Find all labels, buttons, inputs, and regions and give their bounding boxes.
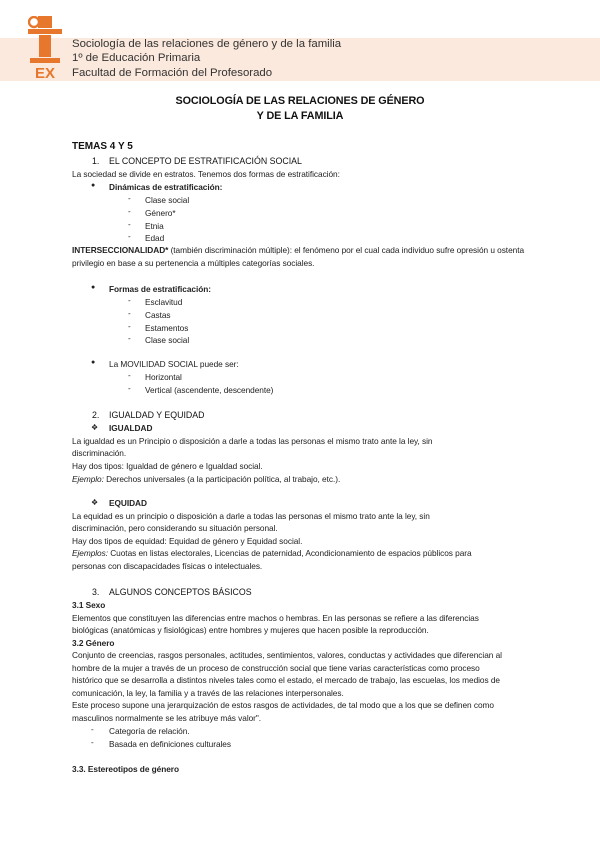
dash-icon: - [128,220,131,229]
list-item: Castas [145,310,171,320]
igualdad-line1: La igualdad es un Principio o disposición a darle a todas las personas el mismo trato ante la ley, sin [72,436,433,446]
list-item: Vertical (ascendente, descendente) [145,385,274,395]
interseccionalidad-line1 [72,245,524,255]
sexo-label: 3.1 Sexo [72,600,106,610]
sexo-line1: Elementos que constituyen las diferencias entre machos o hembras. En las personas se refiere a las diferencias [72,613,479,623]
dash-icon: - [91,738,94,747]
interseccionalidad-text: (también discriminación múltiple): el fenómeno por el cual cada individuo sufre opresión u ostenta [168,245,525,255]
logo-text: EX [34,65,56,80]
genero-label: 3.2 Género [72,638,115,648]
genero-line2: hombre de la mujer a través de un proceso de construcción social que tiene varias características como proceso [72,663,480,673]
dash-icon: - [128,322,131,331]
section-3-number: 3. [92,587,100,597]
sexo-line2: biológicas (anatómicas y fisiológicas) entre hombres y mujeres que hacen posible la reproducción. [72,625,429,635]
list-item: Etnia [145,221,164,231]
header-faculty: Facultad de Formación del Profesorado [72,66,273,79]
genero-line5: Este proceso supone una jerarquización de estos rasgos de actividades, de tal modo que a los que se definen como [72,700,494,710]
diamond-bullet-icon: ❖ [91,423,99,432]
interseccionalidad-line2: privilegio en base a su pertenencia a múltiples categorías sociales. [72,258,315,268]
dash-icon: - [128,296,131,305]
igualdad-example [72,474,340,484]
equidad-example-text: Cuotas en listas electorales, Licencias de paternidad, Acondicionamiento de espacios públicos para [107,548,472,558]
diamond-bullet-icon: ❖ [91,498,99,507]
interseccionalidad-label: INTERSECCIONALIDAD* [72,245,169,255]
equidad-line1: La equidad es un principio o disposición a darle a todas las personas el mismo trato ante la ley, sin [72,511,430,521]
section-2-heading: IGUALDAD Y EQUIDAD [109,410,205,420]
page-title-line2: Y DE LA FAMILIA [256,110,344,122]
genero-line3: histórico que se desarrolla a distintos niveles tales como el estado, el mercado de trabajo, las escuelas, los medios de [72,675,500,685]
dash-icon: - [128,371,131,380]
dinamicas-label: Dinámicas de estratificación: [109,182,223,192]
bullet-icon: ● [91,284,96,291]
temas-heading: TEMAS 4 Y 5 [72,141,133,152]
section-3-heading: ALGUNOS CONCEPTOS BÁSICOS [109,587,252,597]
equidad-label: EQUIDAD [109,498,147,508]
page-title-line1: SOCIOLOGÍA DE LAS RELACIONES DE GÉNERO [175,95,425,107]
movilidad-label: La MOVILIDAD SOCIAL puede ser: [109,359,239,369]
bullet-icon: ● [91,359,96,366]
list-item: Clase social [145,195,190,205]
igualdad-line2: discriminación. [72,448,127,458]
genero-line4: comunicación, la ley, la familia y a través de las relaciones interpersonales. [72,688,344,698]
header-course: 1º de Educación Primaria [72,52,201,65]
list-item: Basada en definiciones culturales [109,739,231,749]
dash-icon: - [128,194,131,203]
dash-icon: - [128,384,131,393]
list-item: Edad [145,233,165,243]
dash-icon: - [128,309,131,318]
section-1-heading: EL CONCEPTO DE ESTRATIFICACIÓN SOCIAL [109,156,302,166]
equidad-line2: discriminación, pero considerando su situación personal. [72,523,278,533]
estereotipos-label: 3.3. Estereotipos de género [72,764,180,774]
genero-line6: masculinos normalmente se les atribuye más valor". [72,713,262,723]
list-item: Estamentos [145,323,189,333]
list-item: Género* [145,208,176,218]
dash-icon: - [128,207,131,216]
list-item: Clase social [145,335,190,345]
igualdad-line3: Hay dos tipos: Igualdad de género e Igualdad social. [72,461,263,471]
equidad-line3: Hay dos tipos de equidad: Equidad de género y Equidad social. [72,536,303,546]
equidad-example-label: Ejemplos: [72,548,108,558]
section-2-number: 2. [92,410,100,420]
list-item: Categoría de relación. [109,726,190,736]
header-subject: Sociología de las relaciones de género y de la familia [72,38,342,50]
section-1-number: 1. [92,156,100,166]
genero-line1: Conjunto de creencias, rasgos personales, actitudes, sentimientos, valores, conductas y actividades que diferencian al [72,650,502,660]
university-logo [28,16,64,80]
header-text [72,37,341,80]
dash-icon: - [128,232,131,241]
list-item: Horizontal [145,372,182,382]
equidad-line5: personas con discapacidades físicas o intelectuales. [72,561,263,571]
igualdad-label: IGUALDAD [109,423,153,433]
dash-icon: - [128,334,131,343]
dash-icon: - [91,725,94,734]
igualdad-example-text: Derechos universales (a la participación política, al trabajo, etc.). [103,474,341,484]
equidad-example [72,548,472,558]
igualdad-example-label: Ejemplo: [72,474,104,484]
list-item: Esclavitud [145,297,183,307]
section-1-intro: La sociedad se divide en estratos. Tenemos dos formas de estratificación: [72,169,340,179]
bullet-icon: ● [91,182,96,189]
formas-label: Formas de estratificación: [109,284,211,294]
